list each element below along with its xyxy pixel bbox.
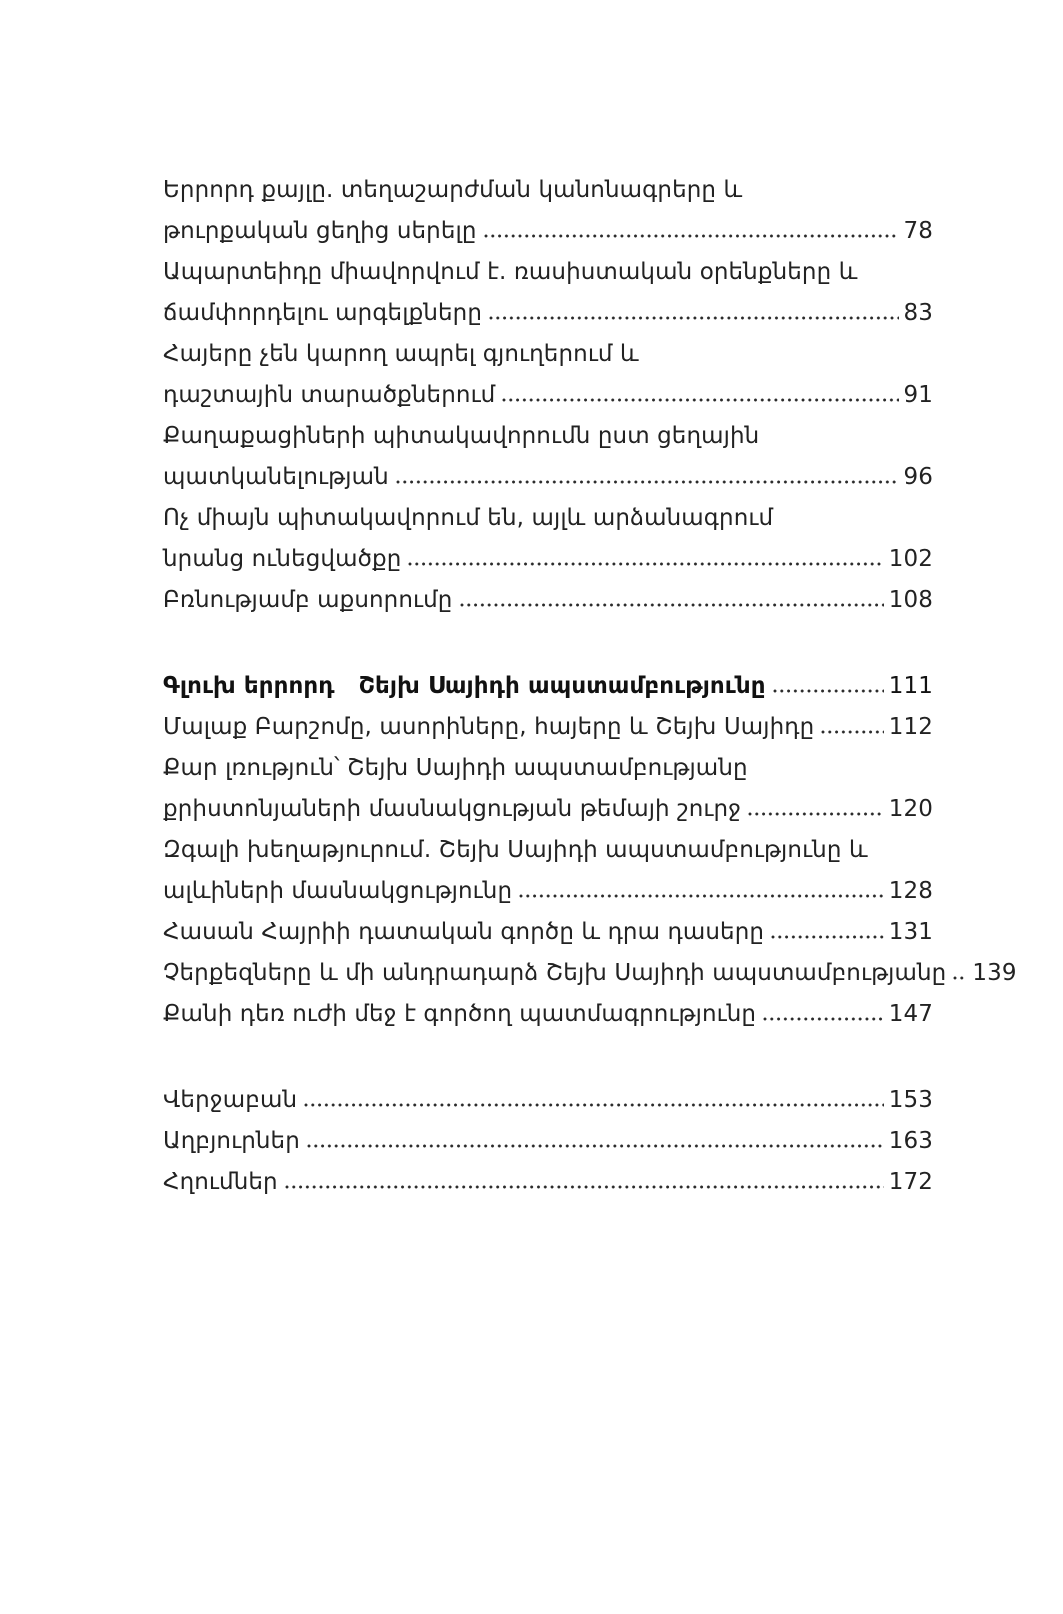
toc-entry: [163, 1080, 933, 1121]
toc-page-number: 108: [888, 587, 933, 613]
toc-page-number: 91: [903, 382, 933, 408]
toc-page-number: 112: [888, 714, 933, 740]
toc-entry-title: քրիստոնյաների մասնակցության թեմայի շուրջ: [163, 796, 742, 822]
toc-page-number: 128: [888, 878, 933, 904]
toc-page-number: 111: [888, 673, 933, 699]
dot-leader: [285, 1185, 884, 1189]
toc-entry: [163, 293, 933, 334]
toc-entry-title: Վերջաբան: [163, 1087, 298, 1113]
toc-entry: [163, 498, 933, 539]
dot-leader: [307, 1144, 884, 1148]
toc-entry: [163, 334, 933, 375]
dot-leader: [484, 234, 899, 238]
toc-page-number: 139: [972, 960, 1017, 986]
toc-entry-title: Քաղաքացիների պիտակավորումն ըստ ցեղային: [163, 423, 760, 449]
toc-page-number: 83: [903, 300, 933, 326]
toc-entry: [163, 871, 933, 912]
toc-entry: [163, 994, 933, 1035]
toc-entry-title: Աղբյուրներ: [163, 1128, 300, 1154]
dot-leader: [489, 316, 899, 320]
toc-page-number: 153: [888, 1087, 933, 1113]
dot-leader: [953, 976, 967, 980]
toc-entry: [163, 748, 933, 789]
toc-page-number: 163: [888, 1128, 933, 1154]
toc-entry-title: պատկանելության: [163, 464, 389, 490]
toc-entry-title: Զգալի խեղաթյուրում. Շեյխ Սայիդի ապստամբությունը և: [163, 837, 868, 863]
dot-leader: [460, 603, 884, 607]
toc-entry-title: Հասան Հայրիի դատական գործը և դրա դասերը: [163, 919, 765, 945]
toc-entry-title: թուրքական ցեղից սերելը: [163, 218, 477, 244]
toc-entry-title: Բռնությամբ աքսորումը: [163, 587, 453, 613]
dot-leader: [408, 562, 883, 566]
toc-entry-title: ալևիների մասնակցությունը: [163, 878, 513, 904]
toc-entry: [163, 539, 933, 580]
toc-entry: [163, 252, 933, 293]
dot-leader: [773, 689, 884, 693]
toc-entry: [163, 830, 933, 871]
toc-entry-title: Շեյխ Սայիդի ապստամբությունը: [358, 673, 766, 699]
toc-entry-title: Երրորդ քայլը. տեղաշարժման կանոնագրերը և: [163, 177, 743, 203]
toc-entry: [163, 1162, 933, 1203]
dot-leader: [763, 1017, 884, 1021]
toc-chapter-heading: [163, 666, 933, 707]
toc-entry-title: ճամփորդելու արգելքները: [163, 300, 483, 326]
toc-entry-title: նրանց ունեցվածքը: [163, 546, 402, 572]
toc-entry-title: Ապարտեիդը միավորվում է. ռասիստական օրենքները և: [163, 259, 858, 285]
toc-page-number: 102: [888, 546, 933, 572]
toc-entry: [163, 416, 933, 457]
toc-entry-title: Հայերը չեն կարող ապրել գյուղերում և: [163, 341, 639, 367]
dot-leader: [748, 812, 884, 816]
toc-entry-title: Քանի դեռ ուժի մեջ է գործող պատմագրությունը: [163, 1001, 757, 1027]
toc-entry-title: Քար լռություն՝ Շեյխ Սայիդի ապստամբությանը: [163, 755, 748, 781]
toc-entry: [163, 707, 933, 748]
toc-entry-title: դաշտային տարածքներում: [163, 382, 496, 408]
toc-page-number: 147: [888, 1001, 933, 1027]
table-of-contents: [163, 170, 1017, 1203]
toc-entry: [163, 170, 933, 211]
toc-entry: [163, 375, 933, 416]
toc-page-number: 120: [888, 796, 933, 822]
toc-entry: [163, 211, 933, 252]
dot-leader: [519, 894, 884, 898]
dot-leader: [502, 398, 898, 402]
toc-section: [163, 170, 933, 621]
dot-leader: [304, 1103, 884, 1107]
toc-page-number: 131: [888, 919, 933, 945]
toc-entry-title: Ոչ միայն պիտակավորում են, այլև արձանագրում: [163, 505, 774, 531]
dot-leader: [396, 480, 899, 484]
toc-entry: [163, 912, 933, 953]
toc-entry: [163, 1121, 933, 1162]
toc-entry: [163, 953, 1017, 994]
toc-entry: [163, 580, 933, 621]
toc-section: [163, 1080, 933, 1203]
toc-entry: [163, 457, 933, 498]
toc-page-number: 172: [888, 1169, 933, 1195]
toc-page-number: 96: [903, 464, 933, 490]
chapter-label: Գլուխ երրորդ: [163, 673, 335, 699]
toc-entry-title: Հղումներ: [163, 1169, 278, 1195]
dot-leader: [771, 935, 884, 939]
toc-entry-title: Չերքեզները և մի անդրադարձ Շեյխ Սայիդի ապստամբությանը: [163, 960, 947, 986]
toc-section: [163, 666, 1017, 1035]
toc-entry-title: Մալաք Բարշոմը, ասորիները, հայերը և Շեյխ Սայիդը: [163, 714, 815, 740]
toc-entry: [163, 789, 933, 830]
dot-leader: [821, 730, 883, 734]
toc-page-number: 78: [903, 218, 933, 244]
